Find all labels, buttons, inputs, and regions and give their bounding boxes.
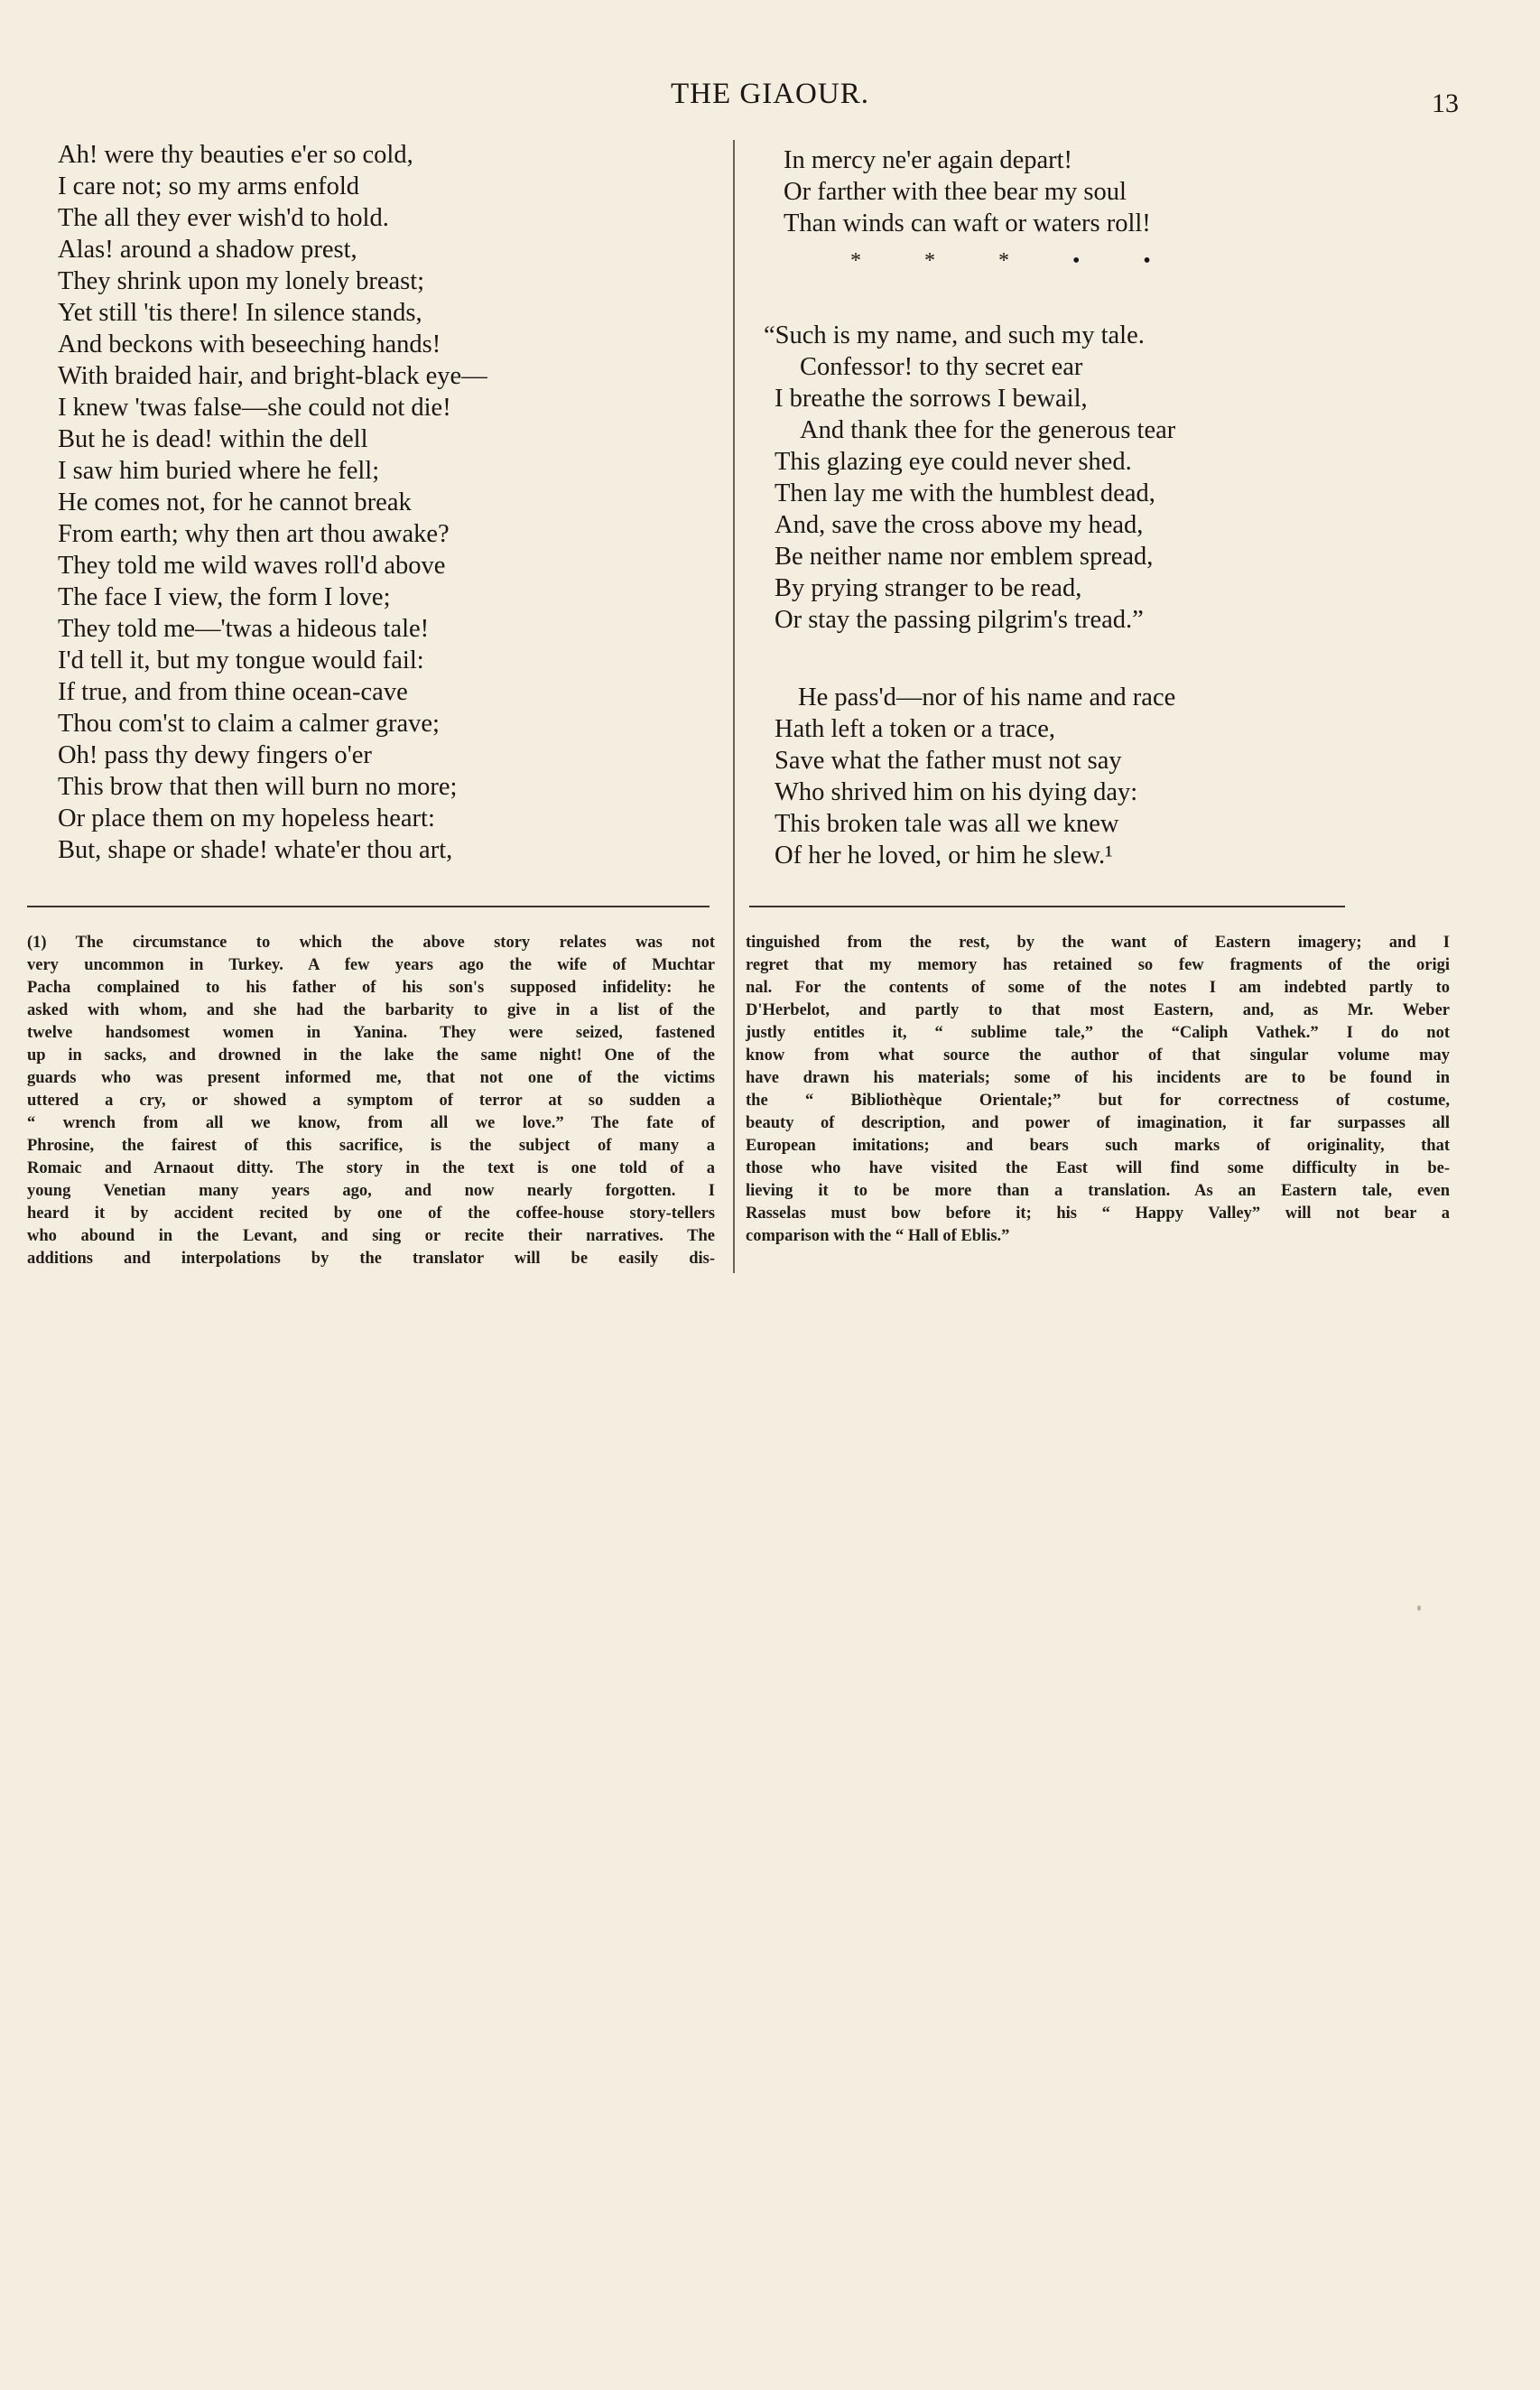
footnote-line: very uncommon in Turkey. A few years ago the wife of Muchtar xyxy=(27,956,715,974)
footnote-line: D'Herbelot, and partly to that most Eastern, and, as Mr. Weber xyxy=(746,1001,1450,1019)
footnote-left xyxy=(27,932,715,1270)
section-break-asterisks: * * * • • xyxy=(850,249,1153,273)
poem-line: If true, and from thine ocean-cave xyxy=(58,678,408,706)
poem-line: Or stay the passing pilgrim's tread.” xyxy=(775,606,1144,634)
poem-line: Oh! pass thy dewy fingers o'er xyxy=(58,741,372,769)
footnote-line: lieving it to be more than a translation. As an Eastern tale, even xyxy=(746,1182,1450,1200)
poem-line: He comes not, for he cannot break xyxy=(58,488,412,516)
poem-line: I saw him buried where he fell; xyxy=(58,457,380,485)
poem-line: Of her he loved, or him he slew.¹ xyxy=(775,842,1113,870)
footnote-line: Rasselas must bow before it; his “ Happy Valley” will not bear a xyxy=(746,1204,1450,1223)
footnote-line: justly entitles it, “ sublime tale,” the “Caliph Vathek.” I do not xyxy=(746,1024,1450,1042)
poem-line: From earth; why then art thou awake? xyxy=(58,520,450,548)
footnote-line: additions and interpolations by the translator will be easily dis- xyxy=(27,1250,715,1268)
poem-line: Yet still 'tis there! In silence stands, xyxy=(58,299,422,327)
footnote-line: those who have visited the East will find some difficulty in be- xyxy=(746,1159,1450,1177)
footnote-rule xyxy=(27,906,710,907)
poem-line: This broken tale was all we knew xyxy=(775,810,1119,838)
poem-line: Be neither name nor emblem spread, xyxy=(775,543,1154,571)
poem-line: They shrink upon my lonely breast; xyxy=(58,267,425,295)
footnote-line: have drawn his materials; some of his incidents are to be found in xyxy=(746,1069,1450,1087)
footnote-right xyxy=(746,932,1450,1248)
poem-line: But, shape or shade! whate'er thou art, xyxy=(58,836,453,864)
footnote-line: up in sacks, and drowned in the lake the same night! One of the xyxy=(27,1046,715,1065)
footnote-line: Romaic and Arnaout ditty. The story in the text is one told of a xyxy=(27,1159,715,1177)
poem-line: I'd tell it, but my tongue would fail: xyxy=(58,646,424,674)
footnote-line: beauty of description, and power of imagination, it far surpasses all xyxy=(746,1114,1450,1132)
poem-line: The face I view, the form I love; xyxy=(58,583,391,611)
footnote-line: Pacha complained to his father of his son's supposed infidelity: he xyxy=(27,979,715,997)
poem-line: I care not; so my arms enfold xyxy=(58,172,359,200)
poem-line: I breathe the sorrows I bewail, xyxy=(775,385,1088,413)
footnote-line: heard it by accident recited by one of the coffee-house story-tellers xyxy=(27,1204,715,1223)
footnote-line: asked with whom, and she had the barbarity to give in a list of the xyxy=(27,1001,715,1019)
poem-line: They told me—'twas a hideous tale! xyxy=(58,615,430,643)
poem-line: I knew 'twas false—she could not die! xyxy=(58,394,451,422)
footnote-line: comparison with the “ Hall of Eblis.” xyxy=(746,1227,1010,1245)
right-poem-opening xyxy=(784,144,1151,239)
footnote-line: young Venetian many years ago, and now nearly forgotten. I xyxy=(27,1182,715,1200)
footnote-line: (1) The circumstance to which the above story relates was not xyxy=(27,934,715,952)
poem-line: He pass'd—nor of his name and race xyxy=(798,684,1176,711)
poem-line: With braided hair, and bright-black eye— xyxy=(58,362,487,390)
poem-line: In mercy ne'er again depart! xyxy=(784,146,1073,174)
poem-line: Ah! were thy beauties e'er so cold, xyxy=(58,141,413,169)
poem-line: Save what the father must not say xyxy=(775,747,1122,775)
footnote-line: Phrosine, the fairest of this sacrifice, is the subject of many a xyxy=(27,1137,715,1155)
footnote-line: “ wrench from all we know, from all we love.” The fate of xyxy=(27,1114,715,1132)
footnote-line: know from what source the author of that singular volume may xyxy=(746,1046,1450,1065)
right-poem-closing-stanza xyxy=(775,682,1175,871)
poem-line: Than winds can waft or waters roll! xyxy=(784,209,1151,237)
footnote-line: who abound in the Levant, and sing or recite their narratives. The xyxy=(27,1227,715,1245)
footnote-line: twelve handsomest women in Yanina. They were seized, fastened xyxy=(27,1024,715,1042)
footnote-line: European imitations; and bears such marks of originality, that xyxy=(746,1137,1450,1155)
poem-line: “Such is my name, and such my tale. xyxy=(764,321,1145,349)
paper-speck xyxy=(1417,1605,1421,1611)
poem-line: This glazing eye could never shed. xyxy=(775,448,1132,476)
poem-line: They told me wild waves roll'd above xyxy=(58,552,446,580)
poem-line: Alas! around a shadow prest, xyxy=(58,236,357,264)
poem-line: Confessor! to thy secret ear xyxy=(800,353,1083,381)
page-number: 13 xyxy=(1432,88,1459,118)
right-poem-stanza xyxy=(764,320,1175,636)
poem-line: This brow that then will burn no more; xyxy=(58,773,458,801)
footnote-rule xyxy=(749,906,1345,907)
poem-line: But he is dead! within the dell xyxy=(58,425,368,453)
footnote-line: the “ Bibliothèque Orientale;” but for correctness of costume, xyxy=(746,1092,1450,1110)
footnote-line: uttered a cry, or showed a symptom of terror at so sudden a xyxy=(27,1092,715,1110)
poem-line: Thou com'st to claim a calmer grave; xyxy=(58,710,440,738)
left-poem-column xyxy=(58,139,487,866)
poem-line: And thank thee for the generous tear xyxy=(800,416,1176,444)
running-title: THE GIAOUR. xyxy=(671,78,869,110)
poem-line: And beckons with beseeching hands! xyxy=(58,330,441,358)
poem-line: Or place them on my hopeless heart: xyxy=(58,804,435,832)
poem-line: Or farther with thee bear my soul xyxy=(784,178,1127,206)
footnote-line: nal. For the contents of some of the notes I am indebted partly to xyxy=(746,979,1450,997)
footnote-line: tinguished from the rest, by the want of Eastern imagery; and I xyxy=(746,934,1450,952)
poem-line: And, save the cross above my head, xyxy=(775,511,1144,539)
footnote-line: regret that my memory has retained so few fragments of the origi xyxy=(746,956,1450,974)
poem-line: By prying stranger to be read, xyxy=(775,574,1082,602)
poem-line: The all they ever wish'd to hold. xyxy=(58,204,389,232)
poem-line: Then lay me with the humblest dead, xyxy=(775,479,1155,507)
footnote-line: guards who was present informed me, that not one of the victims xyxy=(27,1069,715,1087)
poem-line: Hath left a token or a trace, xyxy=(775,715,1055,743)
poem-line: Who shrived him on his dying day: xyxy=(775,778,1138,806)
column-divider xyxy=(733,140,735,1273)
